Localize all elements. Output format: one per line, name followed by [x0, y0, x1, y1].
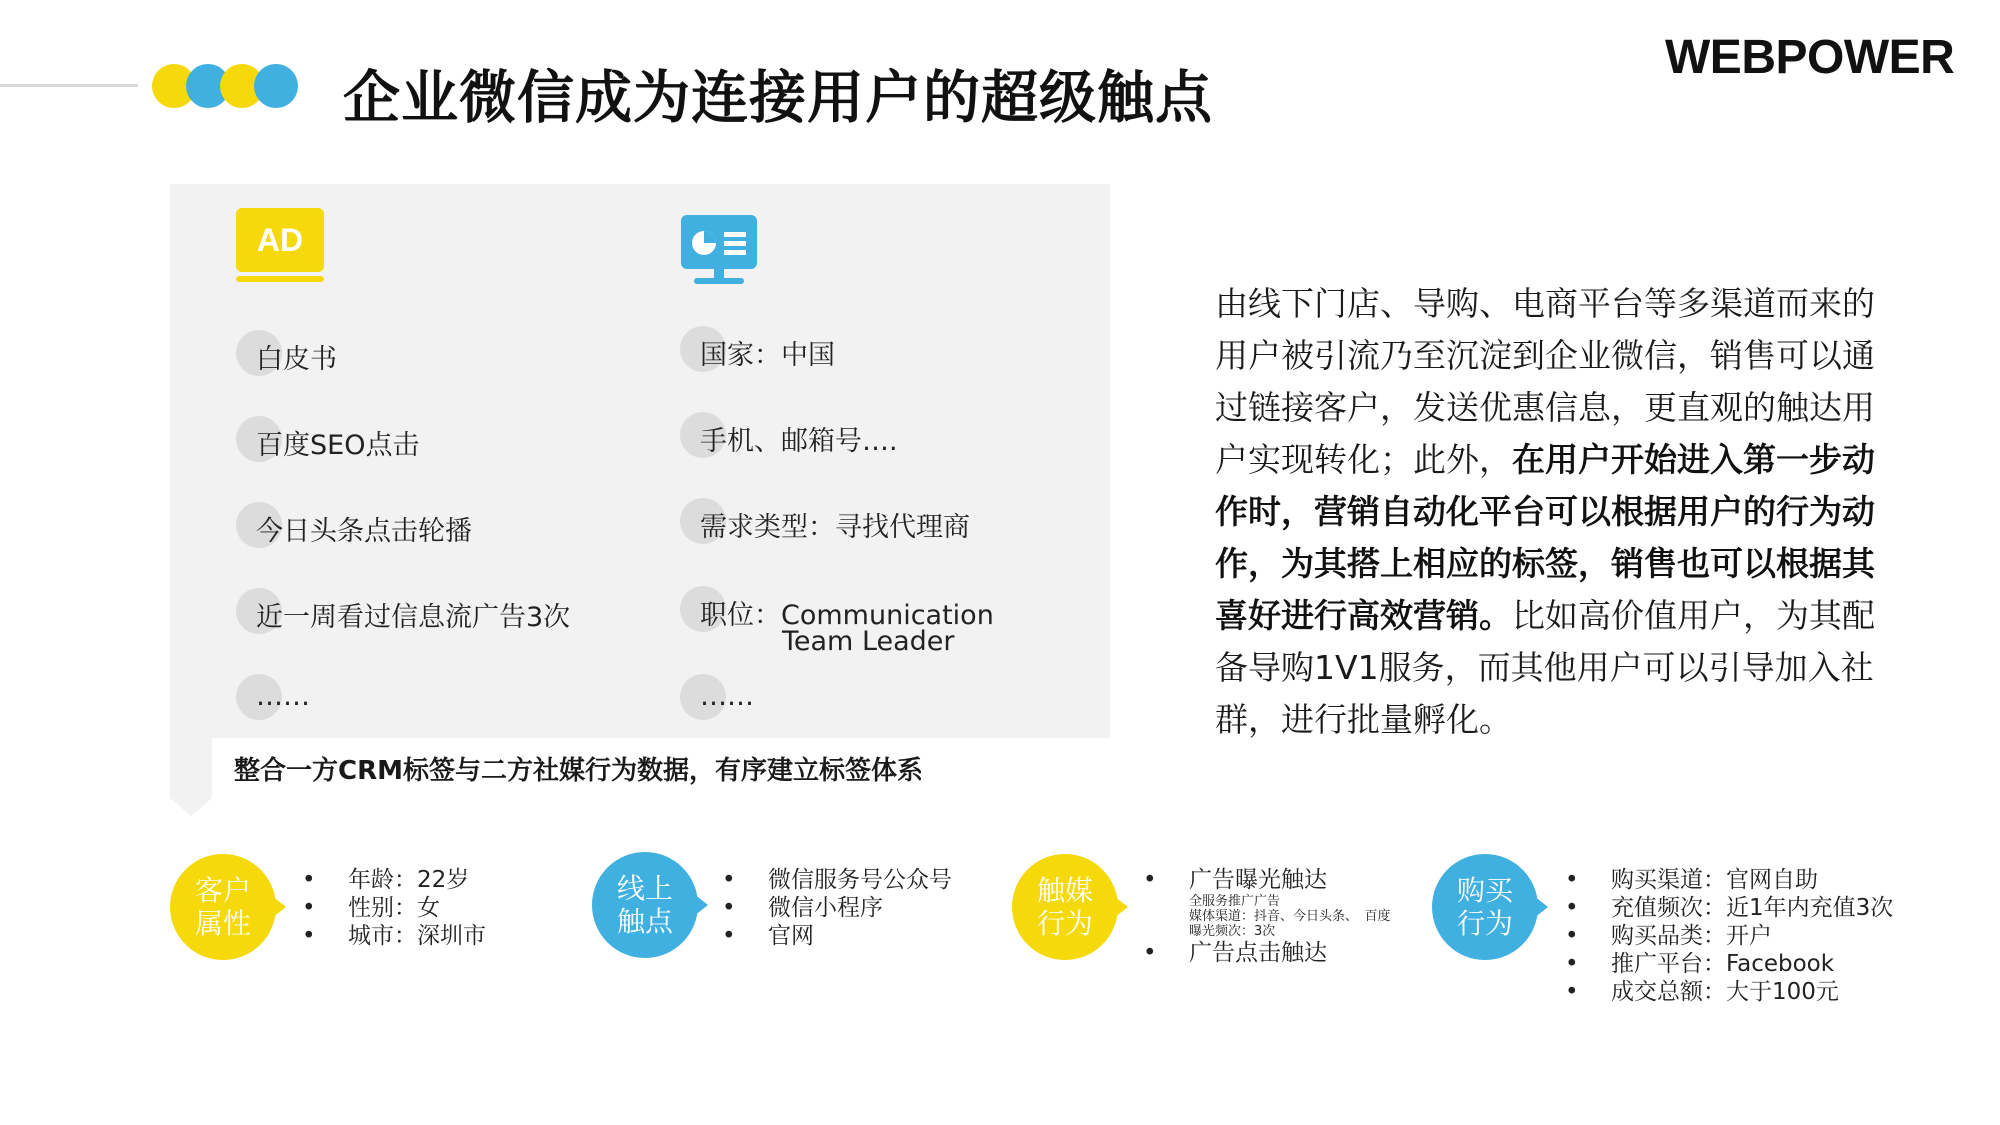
customer-attributes-list [302, 866, 486, 950]
list-item: • 充值频次：近1年内充值3次 [1565, 894, 1893, 922]
tag-label: 国家：中国 [700, 340, 835, 371]
category-online-touchpoints [592, 852, 698, 958]
list-item: • 购买品类：开户 [1565, 922, 1893, 950]
list-item: • 性别：女 [302, 894, 486, 922]
description-text: 由线下门店、导购、电商平台等多渠道而来的用户被引流乃至沉淀到企业微信，销售可以通过链接客户，发送优惠信息，更直观的触达用户实现转化；此外， [1215, 284, 1875, 479]
tag-label: 白皮书 [256, 344, 337, 375]
monitor-chart-icon [680, 214, 758, 288]
list-subitem: 媒体渠道：抖音、今日头条、 百度 [1189, 909, 1391, 924]
panel-caption: 整合一方CRM标签与二方社媒行为数据，有序建立标签体系 [234, 756, 923, 786]
brand-logo: WEBPOWER [1665, 31, 1955, 84]
title-divider-line [0, 84, 138, 87]
list-subitem: 曝光频次：3次 [1189, 924, 1276, 939]
tag-label: …… [700, 681, 754, 712]
list-item: • 推广平台：Facebook [1565, 950, 1893, 978]
category-label: 线上 触点 [616, 872, 673, 938]
category-label: 触媒 行为 [1036, 874, 1093, 940]
tag-label: 百度SEO点击 [256, 430, 420, 461]
blue-dot [254, 64, 298, 108]
category-label: 购买 行为 [1456, 874, 1513, 940]
ad-icon-label: AD [236, 208, 324, 272]
list-item: • 成交总额：大于100元 [1565, 978, 1893, 1006]
tag-label: 今日头条点击轮播 [256, 516, 472, 547]
list-item: • 购买渠道：官网自助 [1565, 866, 1893, 894]
tag-label: 近一周看过信息流广告3次 [256, 602, 571, 633]
tag-label: 职位：Communication [700, 600, 994, 631]
list-item: • 广告点击触达 [1143, 939, 1391, 967]
list-item: • 年龄：22岁 [302, 866, 486, 894]
category-media-behavior [1012, 854, 1118, 960]
panel-footer-strip [170, 738, 212, 798]
category-customer-attributes [170, 854, 276, 960]
ad-icon-underline [236, 276, 324, 282]
category-purchase-behavior [1432, 854, 1538, 960]
list-item: • 微信服务号公众号 [722, 866, 952, 894]
list-item: • 官网 [722, 922, 952, 950]
online-touchpoints-list [722, 866, 952, 950]
description-emphasis: 在用户开始进入第一步动作时，营销自动化平台可以根据用户的行为动作，为其搭上相应的标签，销售也可以根据其喜好进行高效营销。 [1215, 440, 1875, 635]
panel-notch [170, 798, 212, 816]
page-title: 企业微信成为连接用户的超级触点 [343, 65, 1213, 131]
list-subitem: 全服务推广广告 [1189, 894, 1281, 909]
tag-label: 手机、邮箱号…. [700, 426, 898, 457]
tag-label: …… [256, 681, 310, 712]
purchase-behavior-list [1565, 866, 1893, 1006]
tag-label-line2: Team Leader [782, 626, 955, 657]
description-paragraph [1215, 278, 1875, 746]
list-item: • 广告曝光触达 [1143, 866, 1391, 894]
category-label: 客户 属性 [194, 874, 251, 940]
decorative-dots [152, 64, 302, 110]
list-item: • 微信小程序 [722, 894, 952, 922]
tag-label: 需求类型：寻找代理商 [700, 512, 970, 543]
media-behavior-list [1143, 866, 1391, 967]
ad-icon [236, 208, 324, 282]
list-item: • 城市：深圳市 [302, 922, 486, 950]
description-text: 比如高价值用户，为其配备导购1V1服务，而其他用户可以引导加入社群，进行批量孵化。 [1215, 596, 1875, 739]
